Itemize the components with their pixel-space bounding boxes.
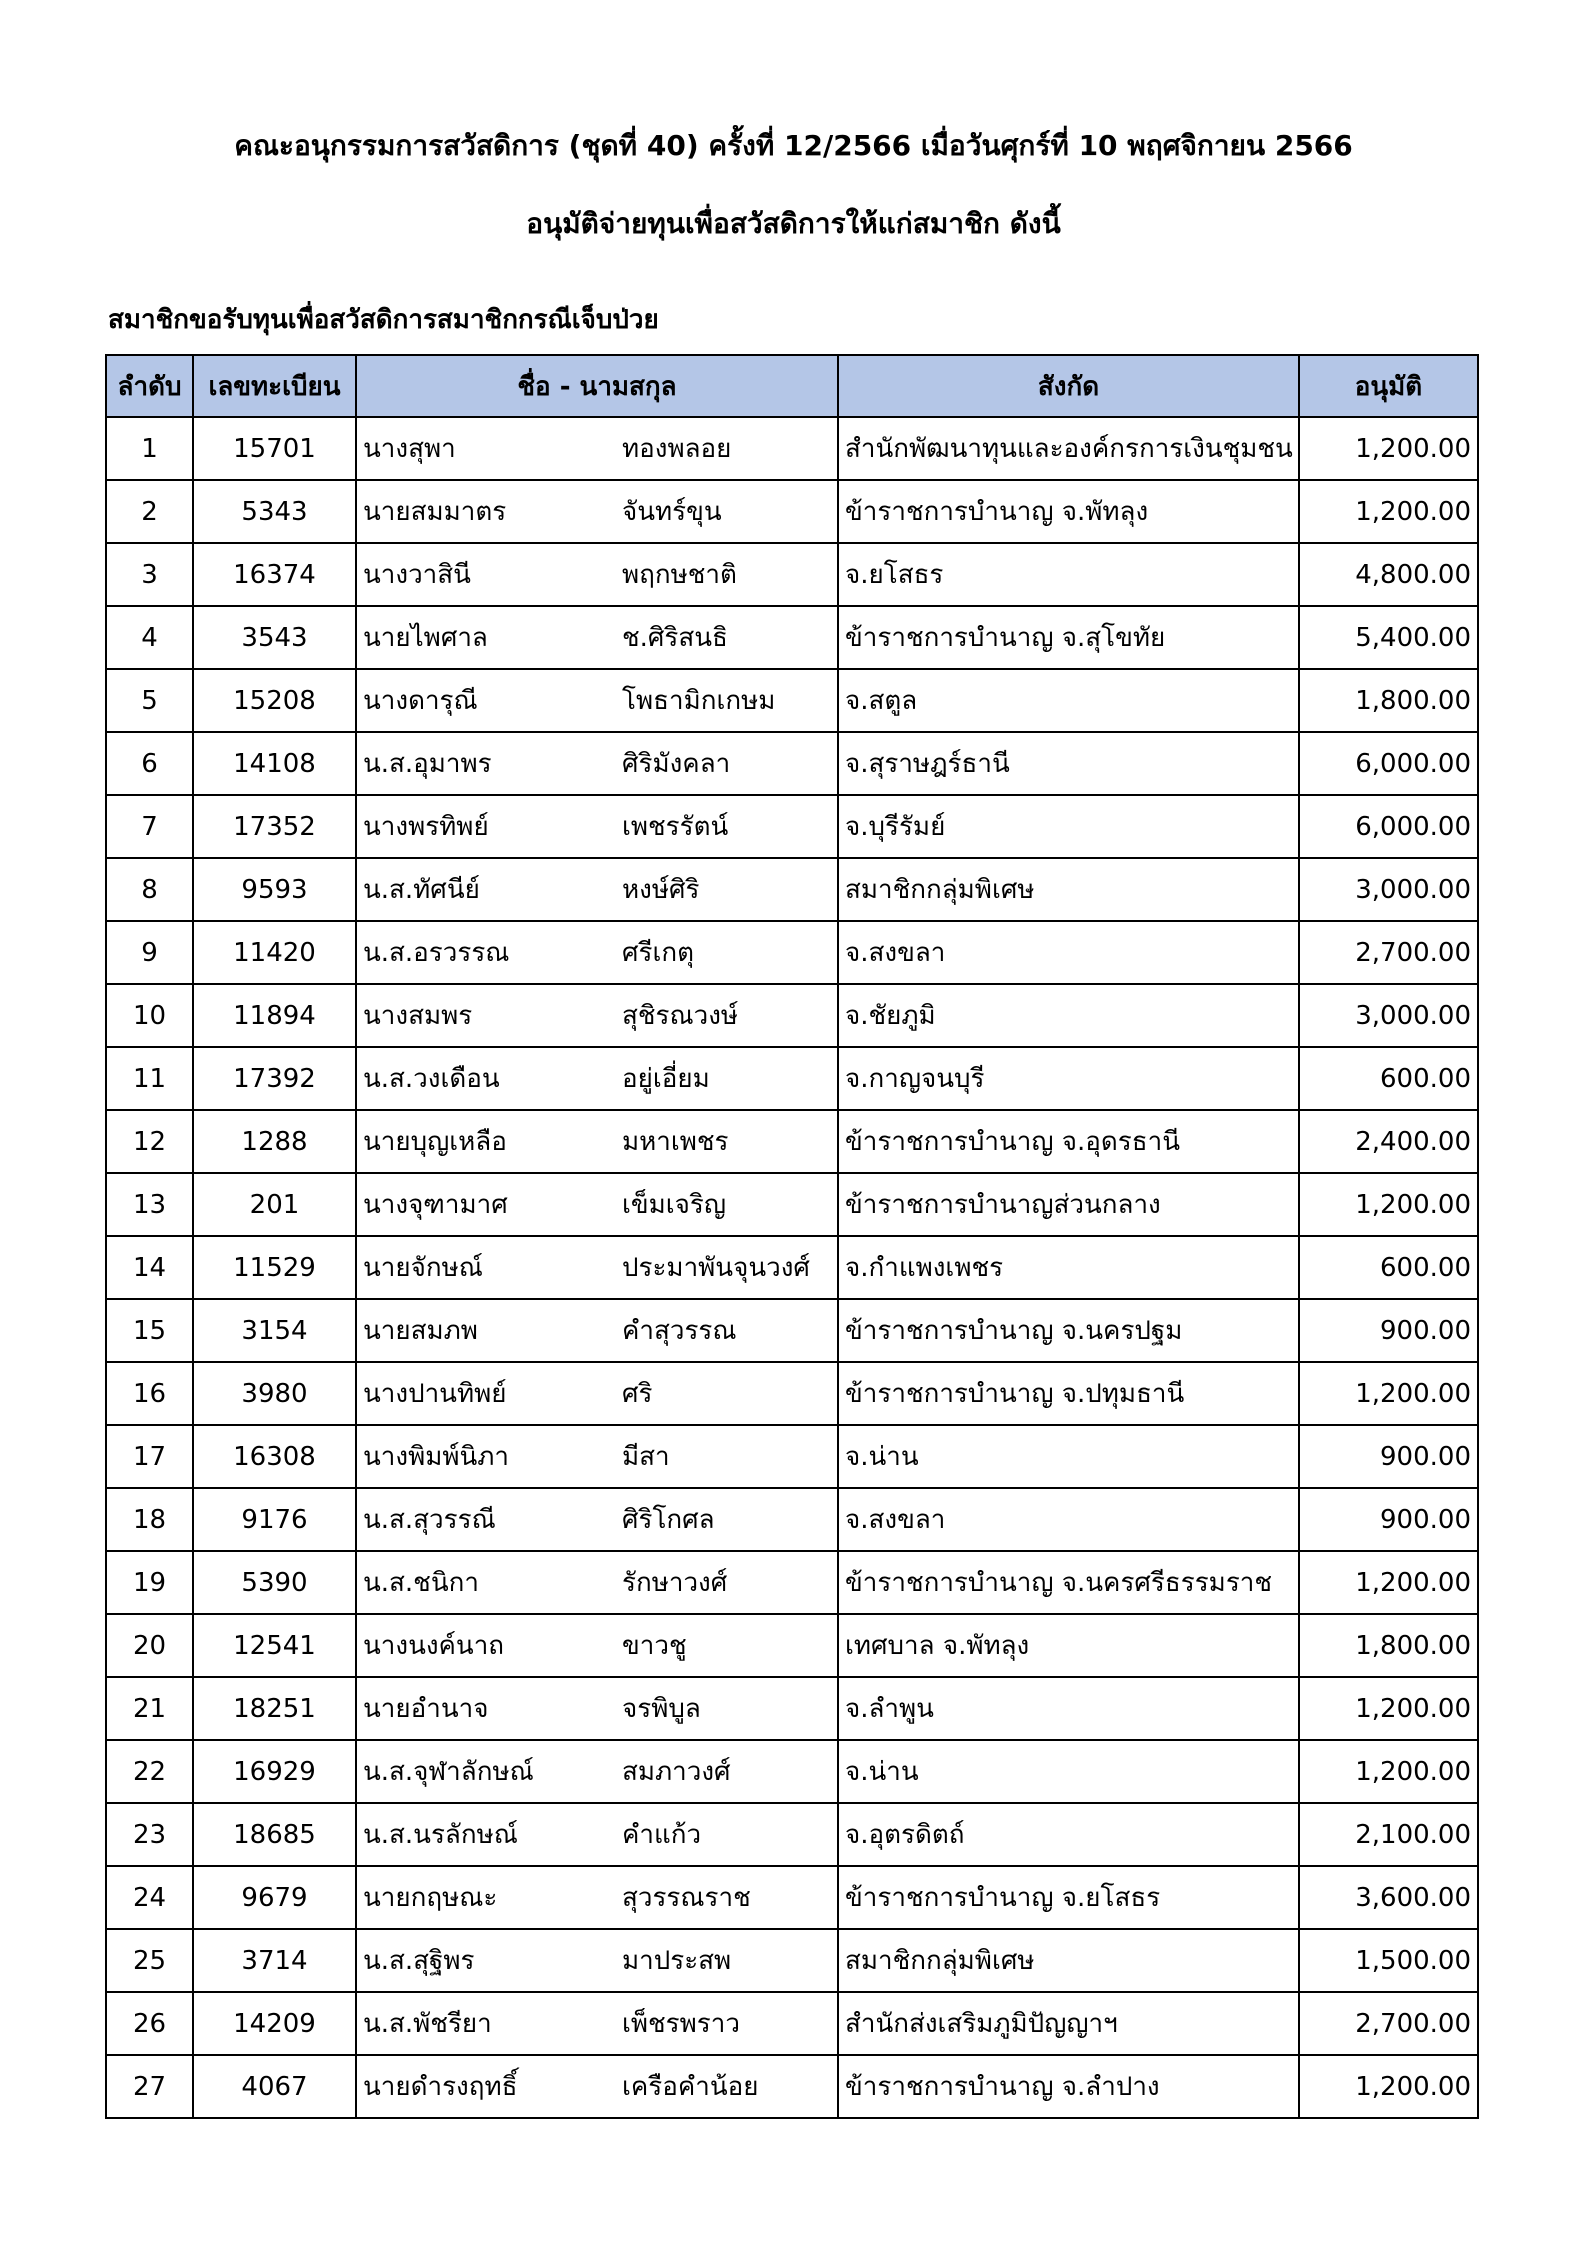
cell-no: 2 <box>106 480 193 543</box>
cell-amount: 900.00 <box>1299 1299 1478 1362</box>
cell-affiliation: สมาชิกกลุ่มพิเศษ <box>838 1929 1299 1992</box>
cell-name: นางดารุณี <box>356 669 616 732</box>
cell-amount: 1,800.00 <box>1299 1614 1478 1677</box>
cell-no: 5 <box>106 669 193 732</box>
table-row <box>106 1299 1478 1362</box>
cell-affiliation: สำนักพัฒนาทุนและองค์กรการเงินชุมชน <box>838 417 1299 480</box>
table-row <box>106 480 1478 543</box>
cell-surname: สมภาวงศ์ <box>616 1740 838 1803</box>
document-title: คณะอนุกรรมการสวัสดิการ (ชุดที่ 40) ครั้งที่ 12/2566 เมื่อวันศุกร์ที่ 10 พฤศจิกายน 2566 <box>234 129 1353 162</box>
cell-affiliation: จ.สุราษฎร์ธานี <box>838 732 1299 795</box>
cell-affiliation: จ.น่าน <box>838 1740 1299 1803</box>
cell-reg: 14108 <box>193 732 356 795</box>
cell-no: 23 <box>106 1803 193 1866</box>
cell-affiliation: จ.ชัยภูมิ <box>838 984 1299 1047</box>
cell-surname: คำแก้ว <box>616 1803 838 1866</box>
table-row <box>106 1110 1478 1173</box>
header-reg: เลขทะเบียน <box>193 355 356 417</box>
cell-no: 9 <box>106 921 193 984</box>
cell-surname: จรพิบูล <box>616 1677 838 1740</box>
header-amount: อนุมัติ <box>1299 355 1478 417</box>
cell-no: 4 <box>106 606 193 669</box>
cell-affiliation: ข้าราชการบำนาญ จ.ปทุมธานี <box>838 1362 1299 1425</box>
cell-name: น.ส.ทัศนีย์ <box>356 858 616 921</box>
cell-name: นางพรทิพย์ <box>356 795 616 858</box>
cell-surname: ศรีเกตุ <box>616 921 838 984</box>
cell-name: นายอำนาจ <box>356 1677 616 1740</box>
cell-amount: 6,000.00 <box>1299 732 1478 795</box>
cell-reg: 3543 <box>193 606 356 669</box>
table-row <box>106 1929 1478 1992</box>
cell-amount: 1,800.00 <box>1299 669 1478 732</box>
cell-affiliation: จ.น่าน <box>838 1425 1299 1488</box>
table-row <box>106 2055 1478 2118</box>
cell-surname: ช.ศิริสนธิ <box>616 606 838 669</box>
cell-reg: 1288 <box>193 1110 356 1173</box>
cell-affiliation: ข้าราชการบำนาญ จ.ลำปาง <box>838 2055 1299 2118</box>
table-row <box>106 1992 1478 2055</box>
cell-reg: 3714 <box>193 1929 356 1992</box>
cell-name: น.ส.สุฐิพร <box>356 1929 616 1992</box>
cell-name: นางจุฑามาศ <box>356 1173 616 1236</box>
cell-name: น.ส.พัชรียา <box>356 1992 616 2055</box>
cell-affiliation: เทศบาล จ.พัทลุง <box>838 1614 1299 1677</box>
table-row <box>106 1551 1478 1614</box>
cell-reg: 15208 <box>193 669 356 732</box>
cell-affiliation: ข้าราชการบำนาญ จ.นครปฐม <box>838 1299 1299 1362</box>
cell-affiliation: สมาชิกกลุ่มพิเศษ <box>838 858 1299 921</box>
table-row <box>106 669 1478 732</box>
cell-surname: ประมาพันจุนวงศ์ <box>616 1236 838 1299</box>
cell-surname: มีสา <box>616 1425 838 1488</box>
cell-name: น.ส.อุมาพร <box>356 732 616 795</box>
cell-reg: 11894 <box>193 984 356 1047</box>
cell-amount: 1,200.00 <box>1299 1551 1478 1614</box>
cell-reg: 12541 <box>193 1614 356 1677</box>
cell-surname: เพ็ชรพราว <box>616 1992 838 2055</box>
header-affiliation: สังกัด <box>838 355 1299 417</box>
table-row <box>106 1362 1478 1425</box>
cell-surname: เครือคำน้อย <box>616 2055 838 2118</box>
cell-surname: เข็มเจริญ <box>616 1173 838 1236</box>
cell-affiliation: จ.อุตรดิตถ์ <box>838 1803 1299 1866</box>
cell-name: น.ส.นรลักษณ์ <box>356 1803 616 1866</box>
cell-reg: 18685 <box>193 1803 356 1866</box>
cell-no: 19 <box>106 1551 193 1614</box>
cell-amount: 4,800.00 <box>1299 543 1478 606</box>
cell-reg: 5390 <box>193 1551 356 1614</box>
cell-reg: 18251 <box>193 1677 356 1740</box>
cell-no: 11 <box>106 1047 193 1110</box>
cell-reg: 15701 <box>193 417 356 480</box>
cell-affiliation: จ.กาญจนบุรี <box>838 1047 1299 1110</box>
cell-reg: 16929 <box>193 1740 356 1803</box>
cell-no: 8 <box>106 858 193 921</box>
table-row <box>106 606 1478 669</box>
cell-surname: ศริ <box>616 1362 838 1425</box>
cell-no: 20 <box>106 1614 193 1677</box>
cell-amount: 1,200.00 <box>1299 1173 1478 1236</box>
cell-reg: 5343 <box>193 480 356 543</box>
cell-no: 16 <box>106 1362 193 1425</box>
cell-no: 18 <box>106 1488 193 1551</box>
cell-reg: 11529 <box>193 1236 356 1299</box>
cell-reg: 3154 <box>193 1299 356 1362</box>
cell-name: น.ส.ชนิกา <box>356 1551 616 1614</box>
cell-affiliation: ข้าราชการบำนาญ จ.พัทลุง <box>838 480 1299 543</box>
cell-affiliation: ข้าราชการบำนาญ จ.นครศรีธรรมราช <box>838 1551 1299 1614</box>
cell-no: 17 <box>106 1425 193 1488</box>
cell-reg: 9679 <box>193 1866 356 1929</box>
cell-amount: 3,600.00 <box>1299 1866 1478 1929</box>
cell-surname: พฤกษชาติ <box>616 543 838 606</box>
cell-amount: 600.00 <box>1299 1047 1478 1110</box>
cell-no: 25 <box>106 1929 193 1992</box>
cell-affiliation: จ.กำแพงเพชร <box>838 1236 1299 1299</box>
cell-surname: ศิริโกศล <box>616 1488 838 1551</box>
table-row <box>106 1173 1478 1236</box>
cell-amount: 5,400.00 <box>1299 606 1478 669</box>
cell-surname: ขาวชู <box>616 1614 838 1677</box>
cell-surname: มหาเพชร <box>616 1110 838 1173</box>
cell-affiliation: จ.ยโสธร <box>838 543 1299 606</box>
cell-affiliation: จ.สตูล <box>838 669 1299 732</box>
table-row <box>106 984 1478 1047</box>
cell-no: 12 <box>106 1110 193 1173</box>
cell-amount: 900.00 <box>1299 1488 1478 1551</box>
cell-name: นายกฤษณะ <box>356 1866 616 1929</box>
cell-no: 10 <box>106 984 193 1047</box>
cell-name: นางวาสินี <box>356 543 616 606</box>
cell-amount: 2,700.00 <box>1299 921 1478 984</box>
table-row <box>106 1425 1478 1488</box>
cell-name: นางสมพร <box>356 984 616 1047</box>
cell-amount: 1,200.00 <box>1299 1677 1478 1740</box>
cell-no: 27 <box>106 2055 193 2118</box>
table-row <box>106 1488 1478 1551</box>
cell-reg: 11420 <box>193 921 356 984</box>
cell-reg: 3980 <box>193 1362 356 1425</box>
cell-name: น.ส.สุวรรณี <box>356 1488 616 1551</box>
section-heading: สมาชิกขอรับทุนเพื่อสวัสดิการสมาชิกกรณีเจ็บป่วย <box>108 305 659 335</box>
cell-amount: 2,100.00 <box>1299 1803 1478 1866</box>
cell-reg: 201 <box>193 1173 356 1236</box>
cell-name: นางปานทิพย์ <box>356 1362 616 1425</box>
cell-amount: 1,200.00 <box>1299 1362 1478 1425</box>
table-row <box>106 417 1478 480</box>
cell-name: นายดำรงฤทธิ์ <box>356 2055 616 2118</box>
cell-reg: 16308 <box>193 1425 356 1488</box>
cell-amount: 3,000.00 <box>1299 858 1478 921</box>
cell-no: 7 <box>106 795 193 858</box>
cell-reg: 16374 <box>193 543 356 606</box>
cell-surname: จันทร์ขุน <box>616 480 838 543</box>
cell-no: 24 <box>106 1866 193 1929</box>
cell-amount: 2,400.00 <box>1299 1110 1478 1173</box>
cell-reg: 17392 <box>193 1047 356 1110</box>
document-subtitle: อนุมัติจ่ายทุนเพื่อสวัสดิการให้แก่สมาชิก ดังนี้ <box>526 207 1061 240</box>
cell-amount: 3,000.00 <box>1299 984 1478 1047</box>
members-table <box>105 354 1479 2119</box>
cell-affiliation: จ.บุรีรัมย์ <box>838 795 1299 858</box>
cell-no: 26 <box>106 1992 193 2055</box>
header-no: ลำดับ <box>106 355 193 417</box>
cell-affiliation: ข้าราชการบำนาญ จ.สุโขทัย <box>838 606 1299 669</box>
cell-amount: 1,500.00 <box>1299 1929 1478 1992</box>
table-header-row <box>106 355 1478 417</box>
cell-name: นายไพศาล <box>356 606 616 669</box>
table-body <box>106 417 1478 2118</box>
cell-affiliation: จ.สงขลา <box>838 1488 1299 1551</box>
cell-surname: อยู่เอี่ยม <box>616 1047 838 1110</box>
table-row <box>106 1866 1478 1929</box>
cell-no: 14 <box>106 1236 193 1299</box>
cell-reg: 4067 <box>193 2055 356 2118</box>
cell-amount: 900.00 <box>1299 1425 1478 1488</box>
table-row <box>106 921 1478 984</box>
table-row <box>106 858 1478 921</box>
cell-name: น.ส.อรวรรณ <box>356 921 616 984</box>
table-row <box>106 1236 1478 1299</box>
cell-surname: สุชิรณวงษ์ <box>616 984 838 1047</box>
cell-reg: 14209 <box>193 1992 356 2055</box>
cell-amount: 1,200.00 <box>1299 2055 1478 2118</box>
cell-name: น.ส.จุฬาลักษณ์ <box>356 1740 616 1803</box>
cell-surname: โพธามิกเกษม <box>616 669 838 732</box>
table-row <box>106 1740 1478 1803</box>
cell-affiliation: จ.สงขลา <box>838 921 1299 984</box>
cell-surname: รักษาวงศ์ <box>616 1551 838 1614</box>
cell-name: นายสมภพ <box>356 1299 616 1362</box>
cell-name: นางนงค์นาถ <box>356 1614 616 1677</box>
cell-name: นางพิมพ์นิภา <box>356 1425 616 1488</box>
table-row <box>106 1803 1478 1866</box>
cell-name: นางสุพา <box>356 417 616 480</box>
cell-affiliation: จ.ลำพูน <box>838 1677 1299 1740</box>
cell-amount: 1,200.00 <box>1299 417 1478 480</box>
cell-name: นายสมมาตร <box>356 480 616 543</box>
cell-no: 15 <box>106 1299 193 1362</box>
cell-surname: มาประสพ <box>616 1929 838 1992</box>
cell-surname: คำสุวรรณ <box>616 1299 838 1362</box>
cell-no: 3 <box>106 543 193 606</box>
cell-reg: 9593 <box>193 858 356 921</box>
cell-no: 13 <box>106 1173 193 1236</box>
cell-affiliation: ข้าราชการบำนาญส่วนกลาง <box>838 1173 1299 1236</box>
cell-amount: 2,700.00 <box>1299 1992 1478 2055</box>
cell-surname: เพชรรัตน์ <box>616 795 838 858</box>
cell-amount: 600.00 <box>1299 1236 1478 1299</box>
cell-surname: สุวรรณราช <box>616 1866 838 1929</box>
cell-affiliation: ข้าราชการบำนาญ จ.ยโสธร <box>838 1866 1299 1929</box>
cell-affiliation: สำนักส่งเสริมภูมิปัญญาฯ <box>838 1992 1299 2055</box>
cell-amount: 1,200.00 <box>1299 480 1478 543</box>
table-row <box>106 732 1478 795</box>
cell-name: นายจักษณ์ <box>356 1236 616 1299</box>
cell-no: 22 <box>106 1740 193 1803</box>
cell-reg: 9176 <box>193 1488 356 1551</box>
table-row <box>106 1677 1478 1740</box>
cell-name: นายบุญเหลือ <box>356 1110 616 1173</box>
cell-surname: ศิริมังคลา <box>616 732 838 795</box>
cell-surname: ทองพลอย <box>616 417 838 480</box>
table-row <box>106 543 1478 606</box>
table-row <box>106 1614 1478 1677</box>
cell-name: น.ส.วงเดือน <box>356 1047 616 1110</box>
cell-no: 21 <box>106 1677 193 1740</box>
cell-affiliation: ข้าราชการบำนาญ จ.อุดรธานี <box>838 1110 1299 1173</box>
cell-no: 1 <box>106 417 193 480</box>
cell-amount: 6,000.00 <box>1299 795 1478 858</box>
table-row <box>106 795 1478 858</box>
cell-amount: 1,200.00 <box>1299 1740 1478 1803</box>
header-name: ชื่อ - นามสกุล <box>356 355 838 417</box>
cell-surname: หงษ์ศิริ <box>616 858 838 921</box>
cell-no: 6 <box>106 732 193 795</box>
table-row <box>106 1047 1478 1110</box>
cell-reg: 17352 <box>193 795 356 858</box>
